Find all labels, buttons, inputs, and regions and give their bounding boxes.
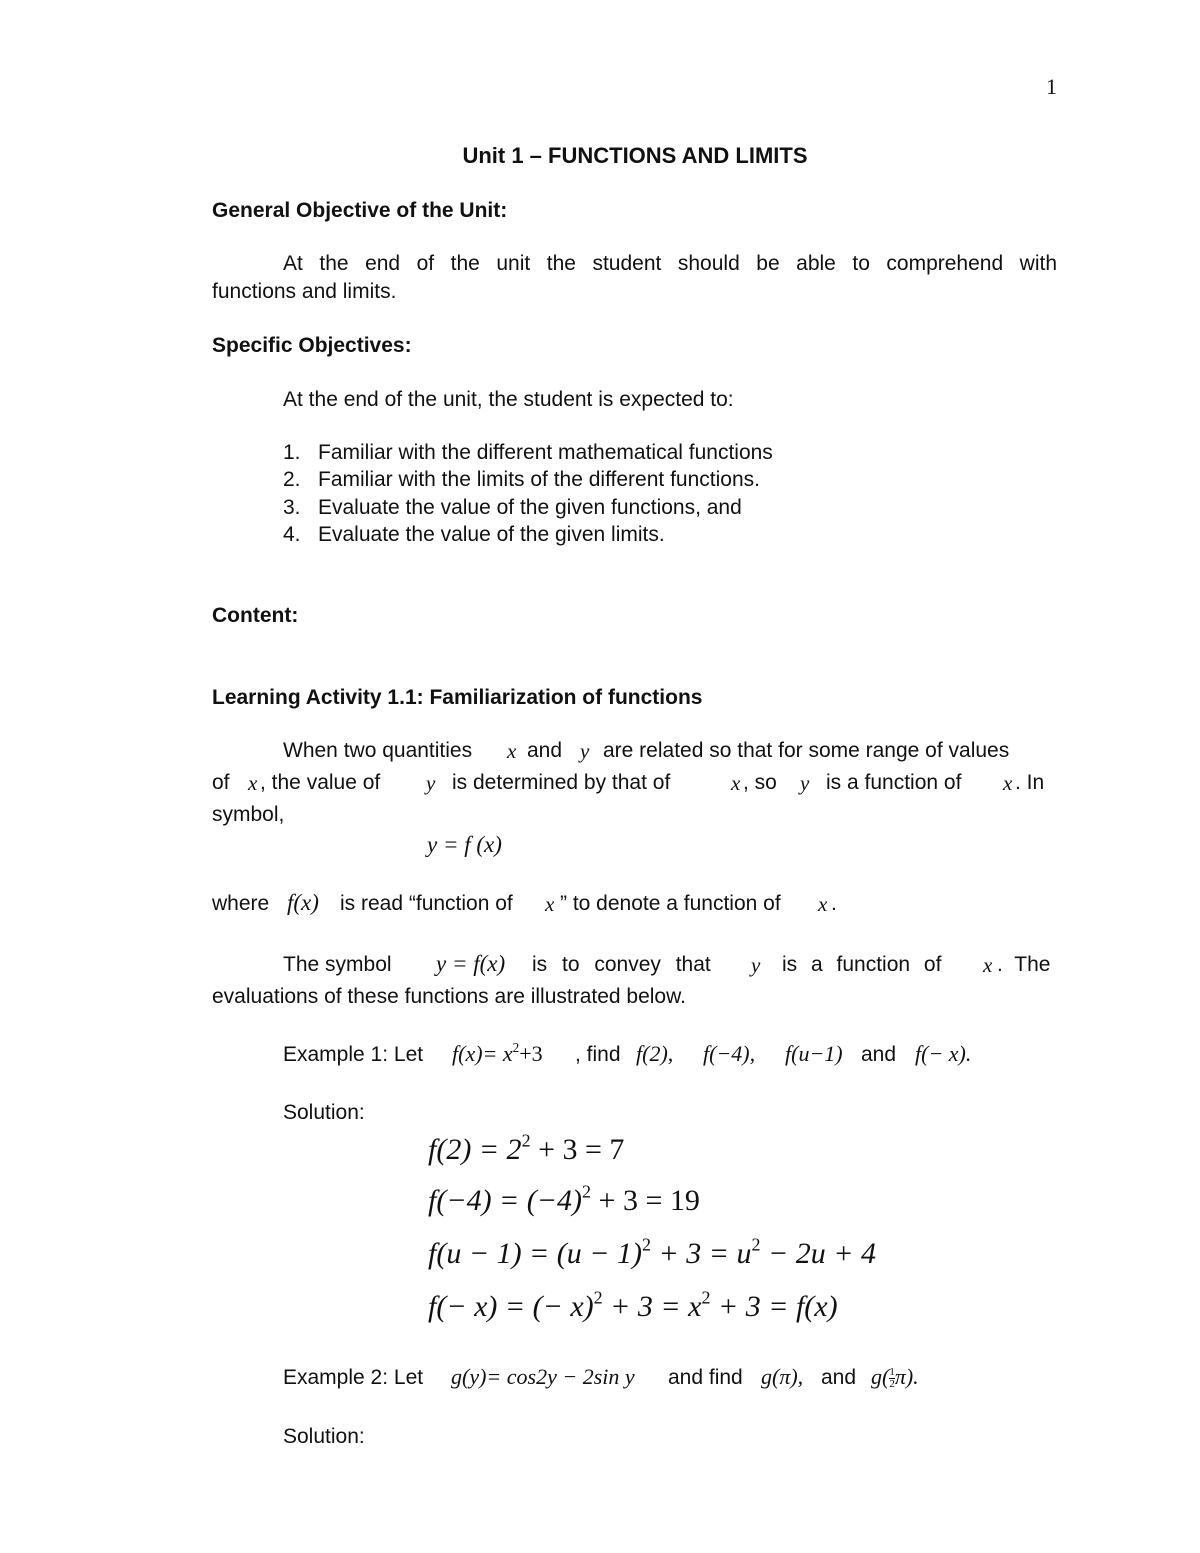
where-text: ” to denote a function of: [560, 892, 781, 915]
symbol-para-text: evaluations of these functions are illustrated below.: [212, 985, 686, 1008]
var-y: y: [751, 953, 761, 977]
fx-expression: f(x): [287, 890, 319, 915]
var-x: x: [1003, 771, 1013, 795]
example1-eval-1: f(2),: [636, 1041, 674, 1066]
solution-line: $f(2) = 2^2 + 3 = 7$: [428, 1130, 625, 1166]
solution-line: $f(-4) = (-4)^2 + 3 = 19$: [428, 1181, 700, 1217]
example1-eval-4: f(− x).: [915, 1041, 972, 1066]
var-y: y: [800, 771, 810, 795]
function-equation-inline: y = f(x): [436, 951, 506, 976]
para1-text: When two quantities: [283, 739, 473, 762]
para1-text: symbol,: [212, 803, 285, 826]
learning-activity-heading: Learning Activity 1.1: Familiarization of functions: [212, 686, 703, 709]
list-item-number: 4.: [283, 523, 301, 546]
para1-text: are related so that for some range of values: [603, 739, 1010, 762]
var-y: y: [426, 771, 436, 795]
content-heading: Content:: [212, 604, 299, 627]
example2-label: Example 2: Let: [283, 1366, 424, 1389]
specific-objectives-intro: At the end of the unit, the student is expected to:: [283, 388, 734, 411]
example1-and-text: and: [861, 1043, 897, 1066]
list-item-number: 3.: [283, 496, 301, 519]
symbol-para-text: is a function of: [782, 953, 942, 976]
para1-text: of: [212, 771, 230, 794]
var-x: x: [983, 953, 993, 977]
example1-find-text: , find: [575, 1043, 621, 1066]
var-x: x: [507, 739, 517, 763]
list-item: Evaluate the value of the given functions, and: [318, 496, 742, 519]
where-text: where: [212, 892, 270, 915]
var-x: x: [731, 771, 741, 795]
example2-find-text: and find: [668, 1366, 743, 1389]
example1-label: Example 1: Let: [283, 1043, 424, 1066]
var-y: y: [580, 739, 590, 763]
example2-and-text: and: [821, 1366, 857, 1389]
var-x: x: [545, 892, 555, 916]
list-item: Evaluate the value of the given limits.: [318, 523, 665, 546]
general-objective-heading: General Objective of the Unit:: [212, 199, 508, 222]
symbol-para-text: . The: [997, 953, 1051, 976]
example1-solution-label: Solution:: [283, 1101, 365, 1124]
where-text: is read “function of: [340, 892, 513, 915]
function-equation: y = f (x): [427, 832, 502, 857]
list-item: Familiar with the limits of the different functions.: [318, 468, 760, 491]
example2-eval-2: g( $\frac{1}{2}$ π).: [871, 1364, 919, 1391]
specific-objectives-heading: Specific Objectives:: [212, 334, 412, 357]
para1-text: and: [527, 739, 563, 762]
example1-eval-3: f(u−1): [785, 1041, 843, 1066]
symbol-para-text: is to convey that: [532, 953, 711, 976]
var-x: x: [818, 892, 828, 916]
para1-text: . In: [1015, 771, 1045, 794]
general-objective-line2: functions and limits.: [212, 280, 397, 303]
solution-line: $f(u - 1) = (u - 1)^2 + 3 = u^2 - 2u + 4$: [428, 1234, 877, 1270]
list-item-number: 1.: [283, 441, 301, 464]
para1-text: is a function of: [826, 771, 962, 794]
symbol-para-text: The symbol: [283, 953, 392, 976]
list-item-number: 2.: [283, 468, 301, 491]
var-x: x: [248, 771, 258, 795]
unit-title: Unit 1 – FUNCTIONS AND LIMITS: [462, 143, 808, 168]
example2-eval-1: g(π),: [761, 1364, 804, 1389]
list-item: Familiar with the different mathematical functions: [318, 441, 773, 464]
para1-text: , so: [743, 771, 777, 794]
para1-text: , the value of: [260, 771, 381, 794]
where-text: .: [831, 892, 837, 915]
example1-definition: $f(x)= x^2+3$: [452, 1039, 543, 1066]
example1-eval-2: f(−4),: [703, 1041, 756, 1066]
solution-line: f(− x) = (− $x)^2 + 3 = x^2 + 3 = f(x)$: [428, 1287, 838, 1323]
para1-text: is determined by that of: [452, 771, 671, 794]
page-number: 1: [1046, 74, 1057, 99]
general-objective-line1: At the end of the unit the student should be able to comprehend with: [283, 252, 1057, 275]
example2-definition: g(y)= cos2y − 2sin y: [451, 1364, 635, 1389]
example2-solution-label: Solution:: [283, 1425, 365, 1448]
